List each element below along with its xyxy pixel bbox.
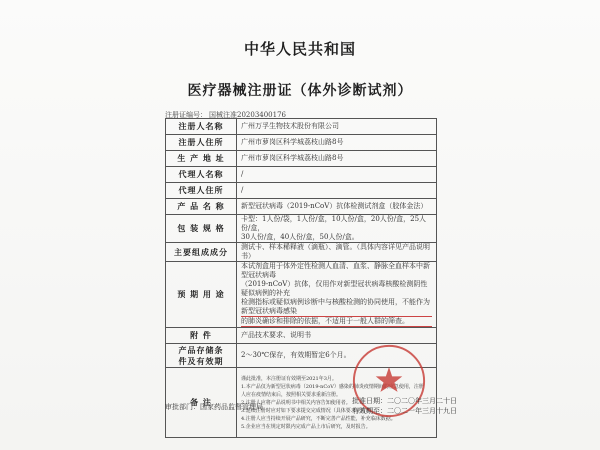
agent-address-value: /: [237, 183, 437, 199]
remarks-line: 谨此批准，本注册证有效期至2021年3月。: [241, 375, 337, 382]
table-row: [166, 119, 437, 135]
registrant-address-label: 注册人住所: [166, 135, 237, 151]
document-subtitle: 医疗器械注册证（体外诊断试剂）: [187, 83, 413, 99]
production-address-value: 广州市萝岗区科学城荔枝山路8号: [237, 151, 437, 167]
registrant-name-label: 注册人名称: [166, 119, 237, 135]
remarks-line: 5.企业应当在规定时限内完成产品上市后研究，及时报告。: [241, 423, 371, 430]
main-components-value: 测试卡、样本稀释液（滴瓶）、滴管。（具体内容详见产品说明书）: [237, 243, 437, 262]
remarks-line: 4.注册人应当持续开展产品研究，不断完善产品性能，补充临床数据。: [241, 415, 396, 422]
intended-use-line: 本试剂盒用于体外定性检测人血清、血浆、静脉全血样本中新型冠状病毒: [241, 262, 430, 279]
certificate-number-label: 注册证编号：: [165, 111, 207, 119]
table-row: [166, 183, 437, 199]
remarks-line: 人应在疫情结束后，按照相关要求重新注册。: [241, 391, 342, 398]
package-spec-line: 30人份/盒，40人份/盒，50人份/盒。: [241, 233, 359, 241]
remarks-line: 3.延续注册时应对如下要求提交完成情况（具体要求见附件）。: [241, 407, 379, 414]
intended-use-value: [237, 262, 437, 328]
certificate-number-value: 国械注准20203400176: [209, 111, 286, 119]
approval-authority-label: 审批部门：: [165, 403, 200, 411]
product-name-value: 新型冠状病毒（2019-nCoV）抗体检测试剂盒（胶体金法）: [237, 199, 437, 215]
production-address-label: 生 产 地 址: [166, 151, 237, 167]
product-name-label: 产 品 名 称: [166, 199, 237, 215]
package-spec-value: [237, 215, 437, 243]
attachments-value: 产品技术要求、说明书: [237, 328, 437, 344]
approval-authority: [165, 402, 263, 412]
table-row: [166, 262, 437, 328]
approval-dates: [352, 396, 457, 416]
storage-label: [166, 344, 237, 368]
approval-date: 批准日期：二〇二〇年三月二十日: [352, 397, 457, 405]
intended-use-line: 的肺炎确诊和排除的依据，不适用于一般人群的筛查。: [241, 317, 432, 327]
table-row: [166, 151, 437, 167]
package-spec-line: 卡型：1人份/袋，1人份/盒，10人份/盒，20人份/盒，25人份/盒，: [241, 215, 427, 232]
storage-value: 2～30℃保存，有效期暂定6个月。: [237, 344, 437, 368]
agent-address-label: 代理人住所: [166, 183, 237, 199]
valid-until-date: 有效期至：二〇二一年三月十九日: [352, 407, 457, 415]
approval-authority-value: 国家药品监督管理局: [200, 403, 263, 411]
table-row: [166, 243, 437, 262]
storage-label-line: 件及有效期: [178, 355, 224, 366]
remarks-line: 1.本产品仅为新型冠状病毒（2019-nCoV）感染的肺炎疫情期间的应急使用，注册: [241, 383, 424, 390]
package-spec-label: 包 装 规 格: [166, 215, 237, 243]
agent-name-label: 代理人名称: [166, 167, 237, 183]
remarks-label: 备 注: [166, 368, 237, 438]
table-row: [166, 199, 437, 215]
agent-name-value: /: [237, 167, 437, 183]
attachments-label: 附 件: [166, 328, 237, 344]
registrant-name-value: 广州万孚生物技术股份有限公司: [237, 119, 437, 135]
storage-label-line: 产品存储条: [178, 344, 224, 355]
main-components-label: 主要组成成分: [166, 243, 237, 262]
table-row: [166, 135, 437, 151]
intended-use-label: 预 期 用 途: [166, 262, 237, 328]
table-row: [166, 215, 437, 243]
remarks-line: 2.注册人应将产品说明书中相关内容告知使用者。: [241, 399, 351, 406]
intended-use-line: 检测指标或疑似病例诊断中与核酸检测的协同使用，不能作为新型冠状病毒感染: [241, 298, 430, 315]
intended-use-line: （2019-nCoV）抗体，仅用作对新型冠状病毒核酸检测阴性疑似病例的补充: [241, 280, 428, 297]
registrant-address-value: 广州市萝岗区科学城荔枝山路8号: [237, 135, 437, 151]
document-title: 中华人民共和国: [243, 40, 356, 58]
table-row: [166, 167, 437, 183]
